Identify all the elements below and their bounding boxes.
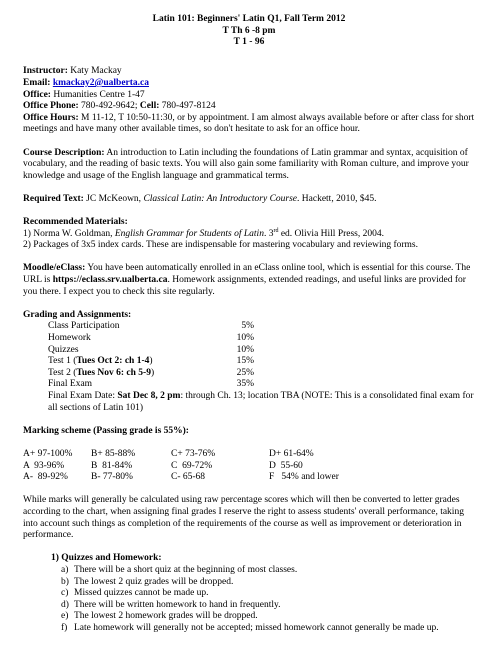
email-link[interactable]: kmackay2@ualberta.ca	[52, 77, 150, 88]
list-item-text: Late homework will generally not be accepted; missed homework cannot generally be made up.	[74, 622, 439, 633]
grading-table	[23, 321, 475, 391]
recommended-item1-prefix: 1) Norma W. Goldman,	[23, 228, 113, 239]
moodle-url[interactable]: https://eclass.srv.ualberta.ca	[52, 275, 168, 286]
list-item	[61, 577, 475, 589]
grading-item-label	[23, 321, 214, 333]
recommended-item2: 2) Packages of 3x5 index cards. These are indispensable for mastering vocabulary and reviewing forms.	[23, 240, 419, 251]
recommended-item1-sup: rd	[273, 227, 279, 234]
hours-value: M 11-12, T 10:50-11:30, or by appointment. I am almost always available before or after class for short meetings and have many other available times, so don't hesitate to ask for an office hour.	[23, 112, 475, 135]
grade-cell: C 69-72%	[171, 460, 213, 471]
grading-item-label	[23, 356, 214, 368]
grading-row	[23, 379, 475, 391]
final-exam-when: Sat Dec 8, 2 pm	[117, 391, 181, 401]
required-author: JC McKeown,	[86, 193, 142, 204]
grading-item-text: Test 2 (	[48, 367, 77, 378]
required-label: Required Text:	[23, 193, 84, 204]
recommended-materials	[23, 217, 475, 252]
list-item-letter: c)	[61, 588, 69, 599]
list-item-text: The lowest 2 quiz grades will be dropped.	[74, 576, 234, 587]
final-exam-prefix: Final Exam Date:	[48, 391, 116, 401]
recommended-item1-title: English Grammar for Students of Latin	[114, 228, 264, 239]
cell-value: 780-497-8124	[161, 101, 216, 112]
quizzes-heading: 1) Quizzes and Homework:	[51, 553, 162, 564]
list-item-letter: a)	[61, 564, 69, 575]
list-item	[61, 588, 475, 600]
grading-item-label	[23, 379, 214, 391]
recommended-item1-edition: . 3	[263, 228, 274, 239]
list-item-letter: d)	[61, 599, 69, 610]
cell-label: Cell:	[139, 101, 160, 112]
grading-item-weight: 10%	[236, 344, 254, 355]
email-label: Email:	[23, 77, 51, 88]
syllabus-page	[0, 14, 495, 654]
grading-item-label	[23, 345, 214, 357]
grading-item-text: Quizzes	[48, 344, 79, 355]
grading-item-close: )	[150, 367, 155, 378]
list-item	[61, 611, 475, 623]
course-header	[23, 14, 475, 49]
required-rest: . Hackett, 2010, $45.	[297, 193, 377, 204]
final-exam-rest: : through Ch. 13; location TBA (NOTE: This is a consolidated final exam for all sections of Latin 101)	[48, 391, 474, 413]
list-item	[61, 600, 475, 612]
grading-section	[23, 310, 475, 414]
list-item-letter: f)	[61, 622, 68, 633]
course-title: Latin 101: Beginners' Latin Q1, Fall Term 2012	[152, 14, 346, 24]
grading-item-text: Final Exam	[48, 379, 93, 390]
required-title: Classical Latin: An Introductory Course	[143, 193, 298, 204]
description-label: Course Description:	[23, 147, 105, 158]
grading-row	[23, 333, 475, 345]
grading-item-date: Tues Oct 2: ch 1-4	[76, 356, 150, 367]
grading-item-close: )	[149, 356, 153, 367]
course-room: T 1 - 96	[233, 37, 265, 48]
grade-cell: D+ 61-64%	[269, 448, 314, 459]
grading-item-weight: 5%	[241, 321, 254, 332]
office-label: Office:	[23, 89, 51, 100]
grading-row	[23, 368, 475, 380]
grading-row	[23, 321, 475, 333]
moodle-section	[23, 263, 475, 298]
grade-cell: A+ 97-100%	[23, 448, 73, 459]
grading-item-text: Homework	[48, 333, 91, 344]
moodle-text1: You have been automatically enrolled in an eClass online tool, which is essential for this course. The URL is	[23, 263, 471, 286]
list-item-text: There will be a short quiz at the beginning of most classes.	[74, 564, 298, 575]
quizzes-section	[23, 553, 475, 634]
course-schedule: T Th 6 -8 pm	[222, 25, 276, 36]
list-item	[61, 623, 475, 635]
phone-label: Office Phone:	[23, 101, 79, 112]
grading-item-weight: 15%	[236, 356, 254, 367]
marking-grid	[23, 449, 475, 484]
office-value: Humanities Centre 1-47	[53, 89, 145, 100]
grade-cell: A 93-96%	[23, 460, 65, 471]
final-exam-date	[23, 391, 475, 414]
grading-item-weight: 10%	[236, 333, 254, 344]
grade-cell: D 55-60	[269, 460, 303, 471]
recommended-item1-rest: ed. Olivia Hill Press, 2004.	[280, 228, 385, 239]
grade-cell: C+ 73-76%	[171, 448, 216, 459]
grading-row	[23, 356, 475, 368]
grading-item-text: Class Participation	[48, 321, 120, 332]
grade-cell: F 54% and lower	[269, 472, 339, 483]
description-text: An introduction to Latin including the foundations of Latin grammar and syntax, acquisition of vocabulary, and the reading of basic texts. You will also gain some familiarity with Roman culture, and improve your knowledge and usage of the English language and grammatical terms.	[23, 147, 469, 181]
required-text	[23, 194, 475, 206]
instructor-label: Instructor:	[23, 66, 68, 77]
instructor-name: Katy Mackay	[70, 66, 122, 77]
grading-item-weight: 25%	[236, 367, 254, 378]
grade-cell: B+ 85-88%	[91, 448, 136, 459]
quizzes-list	[23, 565, 475, 635]
list-item-text: The lowest 2 homework grades will be dropped.	[74, 611, 258, 622]
grading-row	[23, 345, 475, 357]
grade-cell: B- 77-80%	[91, 472, 133, 483]
hours-label: Office Hours:	[23, 112, 79, 123]
list-item-text: There will be written homework to hand in frequently.	[74, 599, 281, 610]
recommended-label: Recommended Materials:	[23, 217, 128, 228]
course-description	[23, 148, 475, 183]
moodle-text2: . Homework assignments, extended readings, and useful links are provided for you there. I expect you to check this site regularly.	[23, 275, 466, 297]
marking-label: Marking scheme (Passing grade is 55%):	[23, 425, 189, 436]
grade-cell: B 81-84%	[91, 460, 133, 471]
grade-cell: A- 89-92%	[23, 472, 68, 483]
phone-value: 780-492-9642;	[81, 101, 138, 112]
marking-scheme	[23, 426, 475, 484]
list-item	[61, 565, 475, 577]
grade-cell: C- 65-68	[171, 472, 206, 483]
marking-note: While marks will generally be calculated using raw percentage scores which will then be converted to letter grades according to the chart, when assigning final grades I reserve the right to assess students' overall performance, taking into account such things as completion of the requirements of the course as well as improvement or deterioration in performance.	[23, 495, 464, 541]
grading-item-date: Tues Nov 6: ch 5-9	[76, 367, 151, 378]
grading-item-weight: 35%	[236, 379, 254, 390]
instructor-block	[23, 66, 475, 136]
grading-label: Grading and Assignments:	[23, 309, 132, 320]
grading-item-label	[23, 368, 214, 380]
list-item-text: Missed quizzes cannot be made up.	[74, 588, 209, 599]
grading-item-text: Test 1 (	[48, 356, 77, 367]
grading-item-label	[23, 333, 214, 345]
moodle-label: Moodle/eClass:	[23, 263, 86, 274]
list-item-letter: e)	[61, 611, 69, 622]
list-item-letter: b)	[61, 576, 69, 587]
